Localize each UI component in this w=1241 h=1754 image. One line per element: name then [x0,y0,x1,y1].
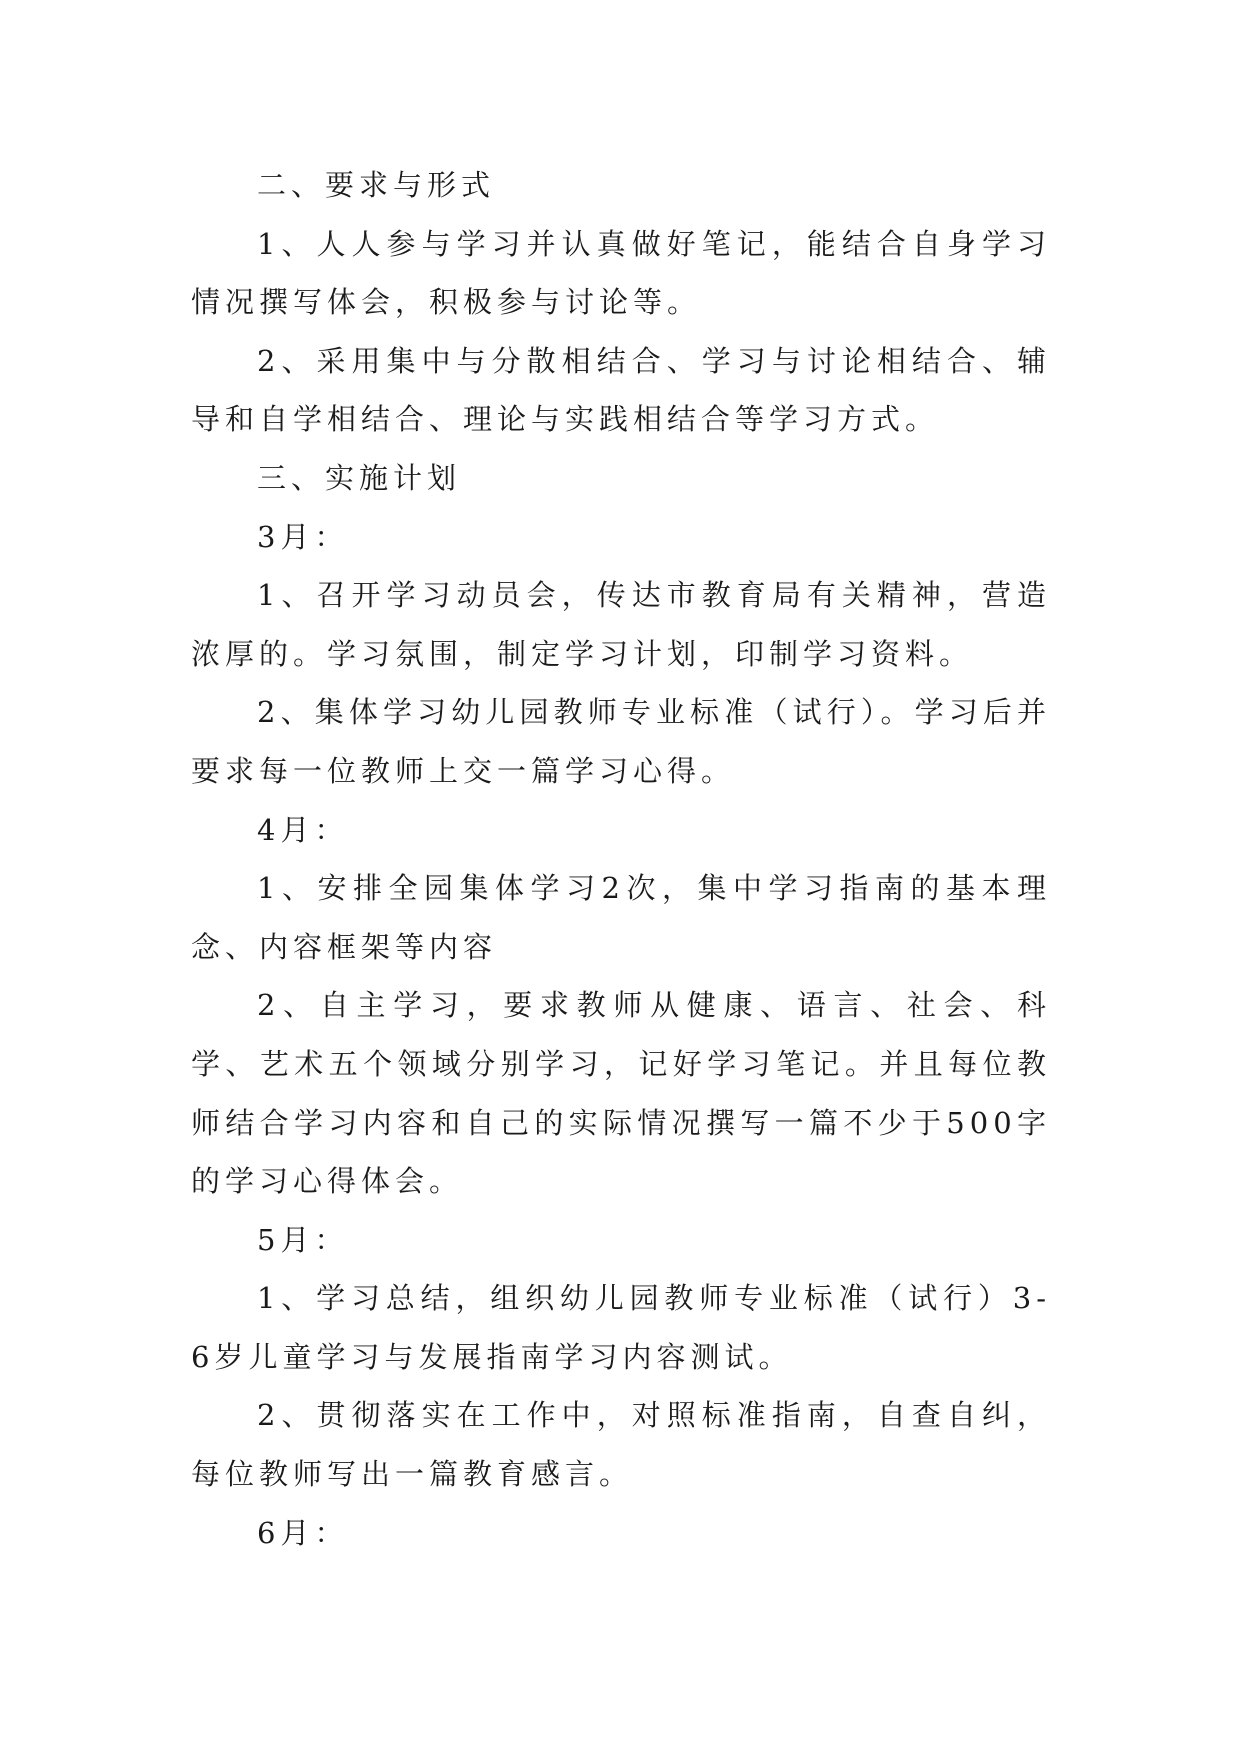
list-item-requirement-1: 1、人人参与学习并认真做好笔记，能结合自身学习情况撰写体会，积极参与讨论等。 [191,226,1051,320]
list-item-may-1: 1、学习总结，组织幼儿园教师专业标准（试行）3-6岁儿童学习与发展指南学习内容测试。 [191,1281,1051,1374]
section-heading-plan: 三、实施计划 [257,460,462,495]
list-item-april-1: 1、安排全园集体学习2次，集中学习指南的基本理念、内容框架等内容 [191,871,1051,964]
list-item-march-2: 2、集体学习幼儿园教师专业标准（试行）。学习后并要求每一位教师上交一篇学习心得。 [191,695,1051,788]
section-heading-requirements: 二、要求与形式 [257,168,496,202]
list-item-requirement-2: 2、采用集中与分散相结合、学习与讨论相结合、辅导和自学相结合、理论与实践相结合等学习方式。 [191,343,1051,437]
list-item-march-1: 1、召开学习动员会，传达市教育局有关精神，营造浓厚的。学习氛围，制定学习计划，印制学习资料。 [191,578,1051,671]
list-item-april-2: 2、自主学习，要求教师从健康、语言、社会、科学、艺术五个领域分别学习，记好学习笔记。并且每位教师结合学习内容和自己的实际情况撰写一篇不少于500字的学习心得体会。 [191,988,1051,1199]
month-heading-march: 3月： [257,519,349,554]
month-heading-june: 6月： [257,1515,349,1550]
month-heading-may: 5月： [257,1222,349,1257]
document-body [191,156,1051,1562]
list-item-may-2: 2、贯彻落实在工作中，对照标准指南，自查自纠，每位教师写出一篇教育感言。 [191,1398,1051,1492]
month-heading-april: 4月： [257,812,349,847]
